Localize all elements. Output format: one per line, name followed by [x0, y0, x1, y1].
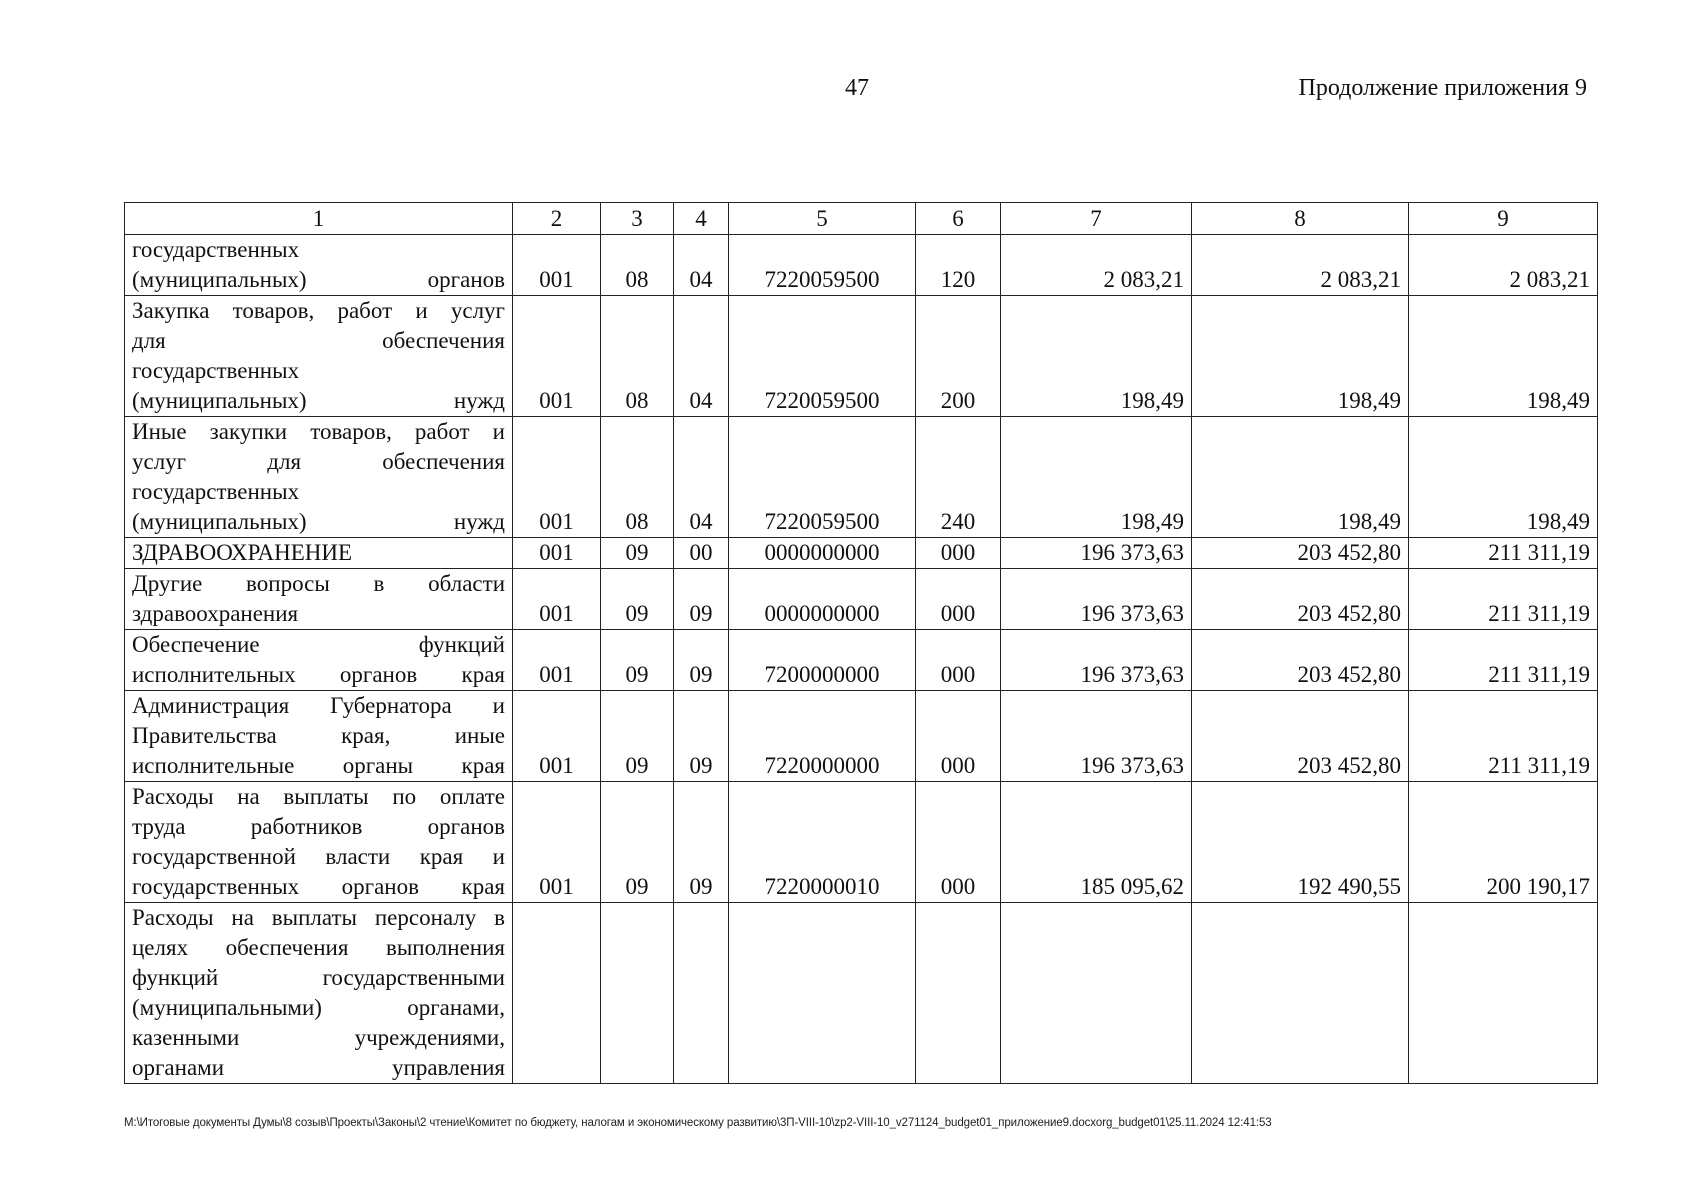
row-name-line: для обеспечения — [132, 328, 505, 353]
column-header: 2 — [513, 203, 601, 235]
cell-c8: 203 452,80 — [1192, 569, 1409, 630]
cell-c3: 09 — [601, 782, 674, 903]
column-header: 8 — [1192, 203, 1409, 235]
row-name-line: государственных — [132, 358, 300, 383]
cell-c8: 203 452,80 — [1192, 630, 1409, 691]
row-name-cell — [125, 417, 513, 538]
cell-c8: 2 083,21 — [1192, 235, 1409, 296]
row-name-line: Другие вопросы в области — [132, 571, 505, 596]
row-name-line: Правительства края, иные — [132, 723, 505, 748]
cell-c2: 001 — [513, 235, 601, 296]
cell-c9: 211 311,19 — [1409, 630, 1598, 691]
cell-c5: 7220000010 — [729, 782, 916, 903]
row-name-cell — [125, 569, 513, 630]
cell-c4: 09 — [674, 569, 729, 630]
row-name-cell — [125, 296, 513, 417]
cell-c4: 00 — [674, 538, 729, 569]
cell-c5: 0000000000 — [729, 538, 916, 569]
table-row — [125, 417, 1598, 538]
cell-c7 — [1001, 903, 1192, 1084]
column-header: 4 — [674, 203, 729, 235]
cell-c2: 001 — [513, 569, 601, 630]
cell-c7: 196 373,63 — [1001, 569, 1192, 630]
row-name-line: здравоохранения — [132, 601, 299, 626]
row-name-line: (муниципальных) нужд — [132, 509, 505, 534]
cell-c9: 211 311,19 — [1409, 569, 1598, 630]
cell-c9: 211 311,19 — [1409, 538, 1598, 569]
row-name-cell — [125, 782, 513, 903]
cell-c9: 211 311,19 — [1409, 691, 1598, 782]
cell-c4: 04 — [674, 296, 729, 417]
row-name-line: государственных органов края — [132, 874, 505, 899]
row-name-line: Администрация Губернатора и — [132, 693, 505, 718]
cell-c3: 09 — [601, 569, 674, 630]
cell-c6 — [916, 903, 1001, 1084]
cell-c3: 09 — [601, 691, 674, 782]
column-header: 9 — [1409, 203, 1598, 235]
row-name-line: ЗДРАВООХРАНЕНИЕ — [132, 540, 353, 565]
cell-c7: 2 083,21 — [1001, 235, 1192, 296]
row-name-line: Иные закупки товаров, работ и — [132, 419, 505, 444]
continuation-heading: Продолжение приложения 9 — [1298, 75, 1587, 101]
cell-c5: 0000000000 — [729, 569, 916, 630]
row-name-cell — [125, 630, 513, 691]
row-name-cell — [125, 903, 513, 1084]
cell-c5: 7220000000 — [729, 691, 916, 782]
budget-table — [124, 202, 1598, 1084]
cell-c6: 000 — [916, 691, 1001, 782]
row-name-line: исполнительных органов края — [132, 662, 505, 687]
cell-c3: 09 — [601, 538, 674, 569]
cell-c9: 198,49 — [1409, 417, 1598, 538]
cell-c3: 08 — [601, 296, 674, 417]
cell-c8: 203 452,80 — [1192, 691, 1409, 782]
row-name-line: Расходы на выплаты по оплате — [132, 784, 505, 809]
row-name-line: органами управления — [132, 1055, 505, 1080]
cell-c2: 001 — [513, 538, 601, 569]
cell-c8: 192 490,55 — [1192, 782, 1409, 903]
row-name-line: Закупка товаров, работ и услуг — [132, 298, 505, 323]
table-row — [125, 538, 1598, 569]
cell-c5 — [729, 903, 916, 1084]
cell-c8: 203 452,80 — [1192, 538, 1409, 569]
cell-c3: 08 — [601, 235, 674, 296]
cell-c3 — [601, 903, 674, 1084]
table-row — [125, 691, 1598, 782]
cell-c6: 000 — [916, 569, 1001, 630]
cell-c7: 198,49 — [1001, 296, 1192, 417]
cell-c2: 001 — [513, 296, 601, 417]
row-name-line: Обеспечение функций — [132, 632, 505, 657]
cell-c7: 196 373,63 — [1001, 630, 1192, 691]
cell-c4: 04 — [674, 417, 729, 538]
table-row — [125, 630, 1598, 691]
cell-c3: 09 — [601, 630, 674, 691]
row-name-line: (муниципальными) органами, — [132, 995, 505, 1020]
table-row — [125, 235, 1598, 296]
cell-c5: 7220059500 — [729, 296, 916, 417]
column-header: 6 — [916, 203, 1001, 235]
cell-c9: 200 190,17 — [1409, 782, 1598, 903]
cell-c5: 7220059500 — [729, 235, 916, 296]
cell-c4: 09 — [674, 630, 729, 691]
row-name-line: Расходы на выплаты персоналу в — [132, 905, 505, 930]
cell-c9 — [1409, 903, 1598, 1084]
cell-c7: 196 373,63 — [1001, 538, 1192, 569]
column-header: 7 — [1001, 203, 1192, 235]
table-row — [125, 296, 1598, 417]
cell-c6: 000 — [916, 630, 1001, 691]
row-name-cell — [125, 538, 513, 569]
row-name-line: функций государственными — [132, 965, 505, 990]
cell-c8: 198,49 — [1192, 296, 1409, 417]
row-name-line: услуг для обеспечения — [132, 449, 505, 474]
cell-c4: 09 — [674, 691, 729, 782]
row-name-line: труда работников органов — [132, 814, 505, 839]
table-row — [125, 903, 1598, 1084]
cell-c3: 08 — [601, 417, 674, 538]
cell-c2: 001 — [513, 630, 601, 691]
page-number: 47 — [845, 75, 869, 101]
cell-c5: 7220059500 — [729, 417, 916, 538]
row-name-line: исполнительные органы края — [132, 753, 505, 778]
row-name-line: (муниципальных) органов — [132, 267, 505, 292]
row-name-line: (муниципальных) нужд — [132, 388, 505, 413]
cell-c8: 198,49 — [1192, 417, 1409, 538]
table-body — [125, 235, 1598, 1084]
cell-c4: 09 — [674, 782, 729, 903]
row-name-cell — [125, 235, 513, 296]
cell-c2: 001 — [513, 691, 601, 782]
cell-c4 — [674, 903, 729, 1084]
cell-c5: 7200000000 — [729, 630, 916, 691]
cell-c9: 198,49 — [1409, 296, 1598, 417]
table-row — [125, 569, 1598, 630]
cell-c4: 04 — [674, 235, 729, 296]
file-path-footer: M:\Итоговые документы Думы\8 созыв\Проекты\Законы\2 чтение\Комитет по бюджету, налогам и экономическому развитию\3П-VIII-10\zp2-VIII-10_v271124_budget01_приложение9.docxorg_budget01\25.11.2024 12:41:53 — [124, 1117, 1272, 1129]
row-name-line: государственной власти края и — [132, 844, 505, 869]
row-name-line: государственных — [132, 237, 300, 262]
cell-c2: 001 — [513, 782, 601, 903]
cell-c8 — [1192, 903, 1409, 1084]
row-name-cell — [125, 691, 513, 782]
cell-c6: 000 — [916, 782, 1001, 903]
table-header-row — [125, 203, 1598, 235]
cell-c2 — [513, 903, 601, 1084]
cell-c9: 2 083,21 — [1409, 235, 1598, 296]
cell-c2: 001 — [513, 417, 601, 538]
cell-c7: 198,49 — [1001, 417, 1192, 538]
cell-c6: 000 — [916, 538, 1001, 569]
row-name-line: целях обеспечения выполнения — [132, 935, 505, 960]
column-header: 3 — [601, 203, 674, 235]
table-row — [125, 782, 1598, 903]
row-name-line: казенными учреждениями, — [132, 1025, 505, 1050]
cell-c6: 200 — [916, 296, 1001, 417]
cell-c6: 240 — [916, 417, 1001, 538]
cell-c6: 120 — [916, 235, 1001, 296]
column-header: 1 — [125, 203, 513, 235]
cell-c7: 196 373,63 — [1001, 691, 1192, 782]
cell-c7: 185 095,62 — [1001, 782, 1192, 903]
row-name-line: государственных — [132, 479, 300, 504]
column-header: 5 — [729, 203, 916, 235]
